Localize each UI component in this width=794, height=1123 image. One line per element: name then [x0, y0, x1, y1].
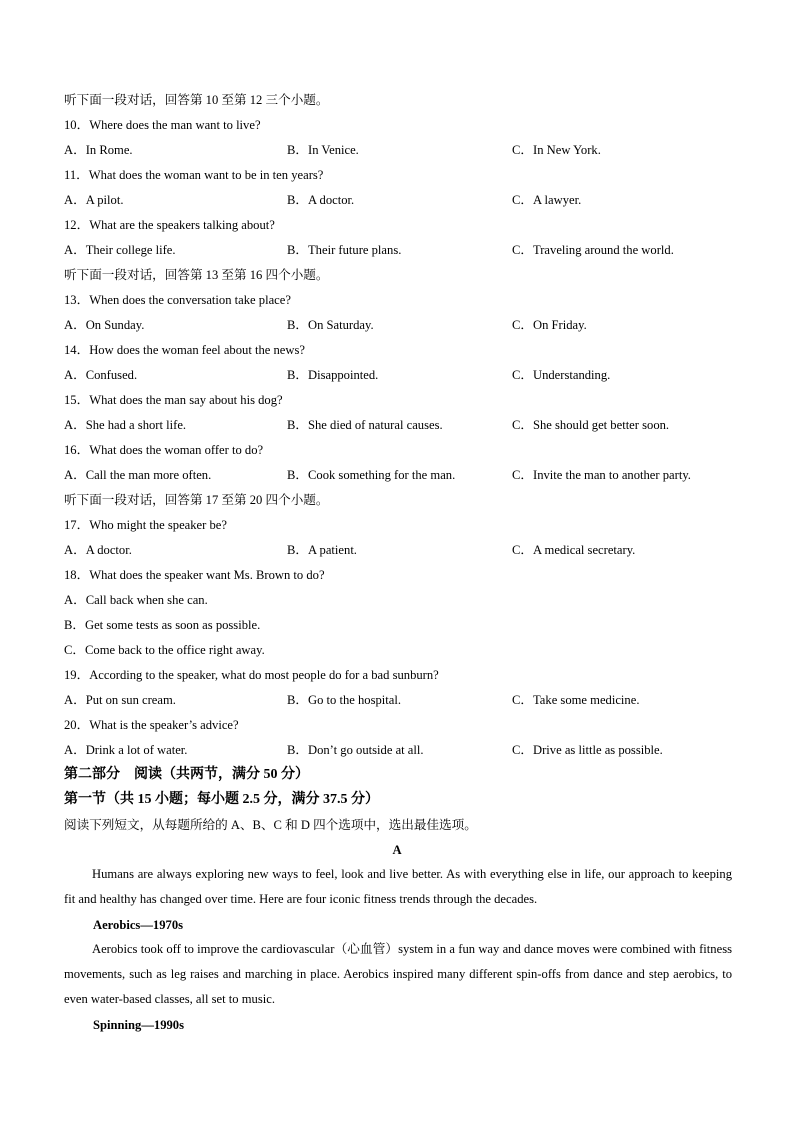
option-c: C．Take some medicine. — [512, 693, 640, 707]
dialogue-intro: 听下面一段对话，回答第 17 至第 20 四个小题。 — [64, 493, 329, 507]
question-stem: 10．Where does the man want to live? — [64, 118, 261, 132]
option-c: C．Drive as little as possible. — [512, 743, 663, 757]
question-stem: 18．What does the speaker want Ms. Brown to do? — [64, 568, 325, 582]
option-b: B．A patient. — [287, 543, 357, 557]
option-a: A．Drink a lot of water. — [64, 743, 188, 757]
option-a: A．Call the man more often. — [64, 468, 212, 482]
option-a: A．A doctor. — [64, 543, 132, 557]
question-stem: 19．According to the speaker, what do most people do for a bad sunburn? — [64, 668, 439, 682]
option-b: B．A doctor. — [287, 193, 355, 207]
option-c: C．Invite the man to another party. — [512, 468, 691, 482]
part-title: 第二部分 阅读（共两节，满分 50 分） — [64, 767, 309, 782]
option-c: C．A lawyer. — [512, 193, 582, 207]
option-a: A．She had a short life. — [64, 418, 187, 432]
option-b: B．Don’t go outside at all. — [287, 743, 424, 757]
passage-subheading: Spinning—1990s — [93, 1018, 184, 1032]
option-b: B．She died of natural causes. — [287, 418, 443, 432]
question-stem: 15．What does the man say about his dog? — [64, 393, 283, 407]
section-instruction: 阅读下列短文，从每题所给的 A、B、C 和 D 四个选项中，选出最佳选项。 — [64, 818, 477, 832]
option-b: B．In Venice. — [287, 143, 359, 157]
option-c: C．She should get better soon. — [512, 418, 670, 432]
question-stem: 17．Who might the speaker be? — [64, 518, 227, 532]
dialogue-intro: 听下面一段对话，回答第 13 至第 16 四个小题。 — [64, 268, 329, 282]
section-title: 第一节（共 15 小题；每小题 2.5 分，满分 37.5 分） — [64, 792, 379, 807]
option-a: A．Put on sun cream. — [64, 693, 176, 707]
question-stem: 11．What does the woman want to be in ten years? — [64, 168, 324, 182]
option-c: C．Understanding. — [512, 368, 611, 382]
option-b: B．Get some tests as soon as possible. — [64, 618, 261, 632]
option-b: B．Their future plans. — [287, 243, 402, 257]
option-a: A．A pilot. — [64, 193, 124, 207]
question-stem: 12．What are the speakers talking about? — [64, 218, 275, 232]
option-b: B．Disappointed. — [287, 368, 379, 382]
option-c: C．Traveling around the world. — [512, 243, 674, 257]
question-stem: 16．What does the woman offer to do? — [64, 443, 264, 457]
option-a: A．In Rome. — [64, 143, 133, 157]
passage-paragraph: Humans are always exploring new ways to feel, look and live better. As with everything else in life, our approach to keeping fit and healthy has changed over time. Here are four iconic fitness trends through the decades. — [64, 867, 732, 906]
option-c: C．A medical secretary. — [512, 543, 636, 557]
dialogue-intro: 听下面一段对话，回答第 10 至第 12 三个小题。 — [64, 93, 329, 107]
option-a: A．Their college life. — [64, 243, 176, 257]
option-a: A．On Sunday. — [64, 318, 145, 332]
option-c: C．Come back to the office right away. — [64, 643, 265, 657]
passage-paragraph: Aerobics took off to improve the cardiovascular（心血管）system in a fun way and dance moves were combined with fitness movements, such as leg raises and marching in place. Aerobics inspired many different spin-offs from dance and step aerobics, to even water-based classes, all set to music. — [64, 942, 732, 1006]
option-b: B．Go to the hospital. — [287, 693, 402, 707]
option-a: A．Confused. — [64, 368, 138, 382]
option-b: B．Cook something for the man. — [287, 468, 456, 482]
passage-label: A — [392, 843, 402, 857]
question-stem: 14．How does the woman feel about the news? — [64, 343, 305, 357]
question-stem: 13．When does the conversation take place? — [64, 293, 291, 307]
option-c: C．In New York. — [512, 143, 601, 157]
option-a: A．Call back when she can. — [64, 593, 208, 607]
option-b: B．On Saturday. — [287, 318, 374, 332]
option-c: C．On Friday. — [512, 318, 587, 332]
passage-subheading: Aerobics—1970s — [93, 918, 184, 932]
question-stem: 20．What is the speaker’s advice? — [64, 718, 239, 732]
